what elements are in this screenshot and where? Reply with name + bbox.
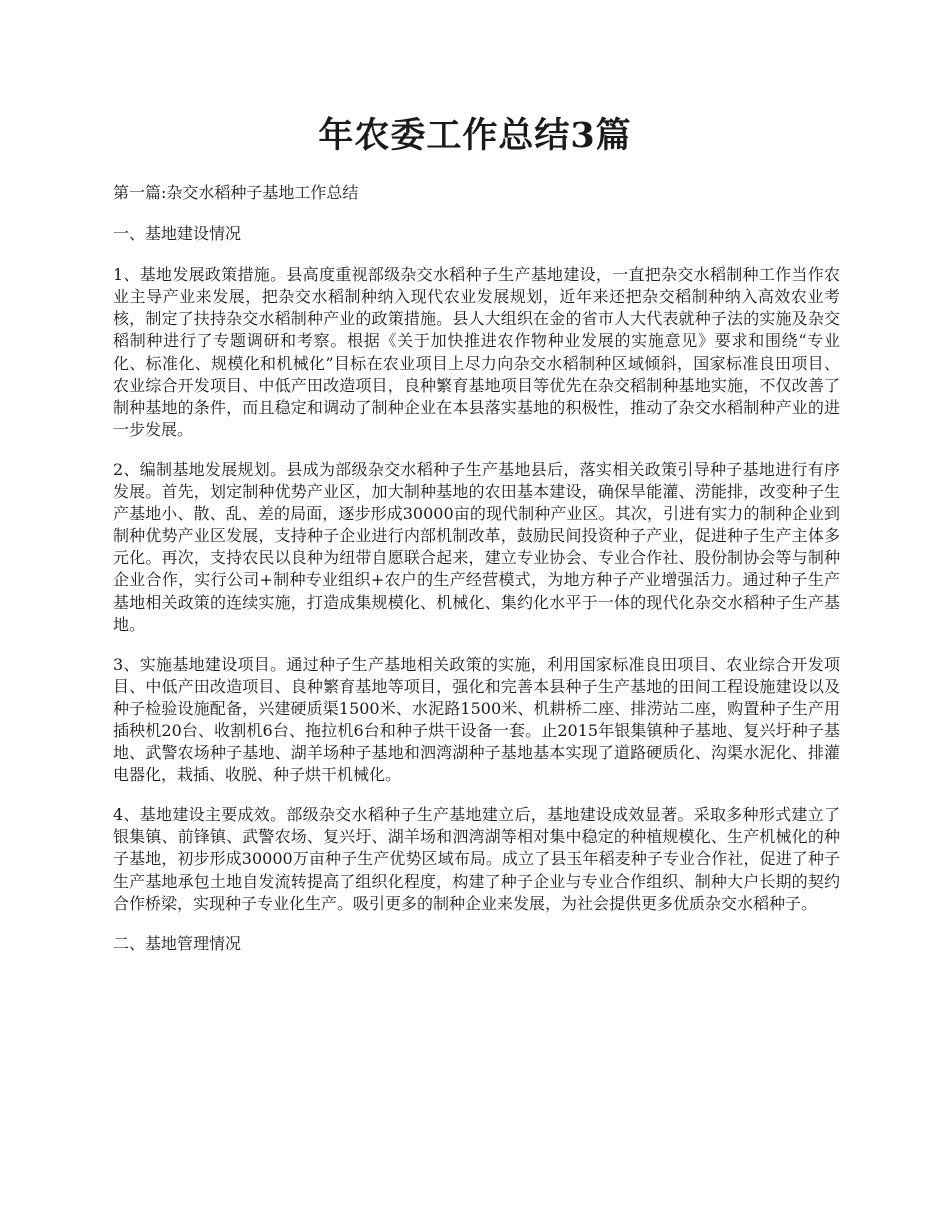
paragraph-3: 3、实施基地建设项目。通过种子生产基地相关政策的实施，利用国家标准良田项目、农业综合开发项目、中低产田改造项目、良种繁育基地等项目，强化和完善本县种子生产基地的田间工程设施建设以及种子检验设施配备，兴建硬质渠1500米、水泥路1500米、机耕桥二座、排涝站二座，购置种子生产用插秧机20台、收割机6台、拖拉机6台和种子烘干设备一套。止2015年银集镇种子基地、复兴圩种子基地、武警农场种子基地、湖羊场种子基地和泗湾湖种子基地基本实现了道路硬质化、沟渠水泥化、排灌电器化，栽插、收脱、种子烘干机械化。: [113, 654, 840, 785]
section-heading-2: 二、基地管理情况: [113, 933, 242, 953]
paragraph-4: 4、基地建设主要成效。部级杂交水稻种子生产基地建立后，基地建设成效显著。采取多种形式建立了银集镇、前锋镇、武警农场、复兴圩、湖羊场和泗湾湖等相对集中稳定的种植规模化、生产机械化的种子基地，初步形成30000万亩种子生产优势区域布局。成立了县玉年稻麦种子专业合作社，促进了种子生产基地承包土地自发流转提高了组织化程度，构建了种子企业与专业合作组织、制种大户长期的契约合作桥梁，实现种子专业化生产。吸引更多的制种企业来发展，为社会提供更多优质杂交水稻种子。: [113, 805, 840, 913]
part-heading: 第一篇:杂交水稻种子基地工作总结: [113, 183, 359, 202]
document-body: [113, 182, 840, 974]
paragraph-2: 2、编制基地发展规划。县成为部级杂交水稻种子生产基地县后，落实相关政策引导种子基地进行有序发展。首先，划定制种优势产业区，加大制种基地的农田基本建设，确保旱能灌、涝能排，改变种子生产基地小、散、乱、差的局面，逐步形成30000亩的现代制种产业区。其次，引进有实力的制种企业到制种优势产业区发展，支持种子企业进行内部机制改革，鼓励民间投资种子产业，促进种子生产主体多元化。再次，支持农民以良种为纽带自愿联合起来，建立专业协会、专业合作社、股份制协会等与制种企业合作，实行公司+制种专业组织+农户的生产经营模式，为地方种子产业增强活力。通过种子生产基地相关政策的连续实施，打造成集规模化、机械化、集约化水平于一体的现代化杂交水稻种子生产基地。: [113, 459, 840, 634]
document-title: 年农委工作总结3篇: [318, 115, 632, 156]
paragraph-1: 1、基地发展政策措施。县高度重视部级杂交水稻种子生产基地建设，一直把杂交水稻制种工作当作农业主导产业来发展，把杂交水稻制种纳入现代农业发展规划，近年来还把杂交稻制种纳入高效农业考核，制定了扶持杂交水稻制种产业的政策措施。县人大组织在金的省市人大代表就种子法的实施及杂交稻制种进行了专题调研和考察。根据《关于加快推进农作物种业发展的实施意见》要求和围绕“专业化、标准化、规模化和机械化”目标在农业项目上尽力向杂交水稻制种区域倾斜，国家标准良田项目、农业综合开发项目、中低产田改造项目，良种繁育基地项目等优先在杂交稻制种基地实施，不仅改善了制种基地的条件，而且稳定和调动了制种企业在本县落实基地的积极性，推动了杂交水稻制种产业的进一步发展。: [113, 265, 840, 439]
section-heading-1: 一、基地建设情况: [113, 224, 242, 244]
